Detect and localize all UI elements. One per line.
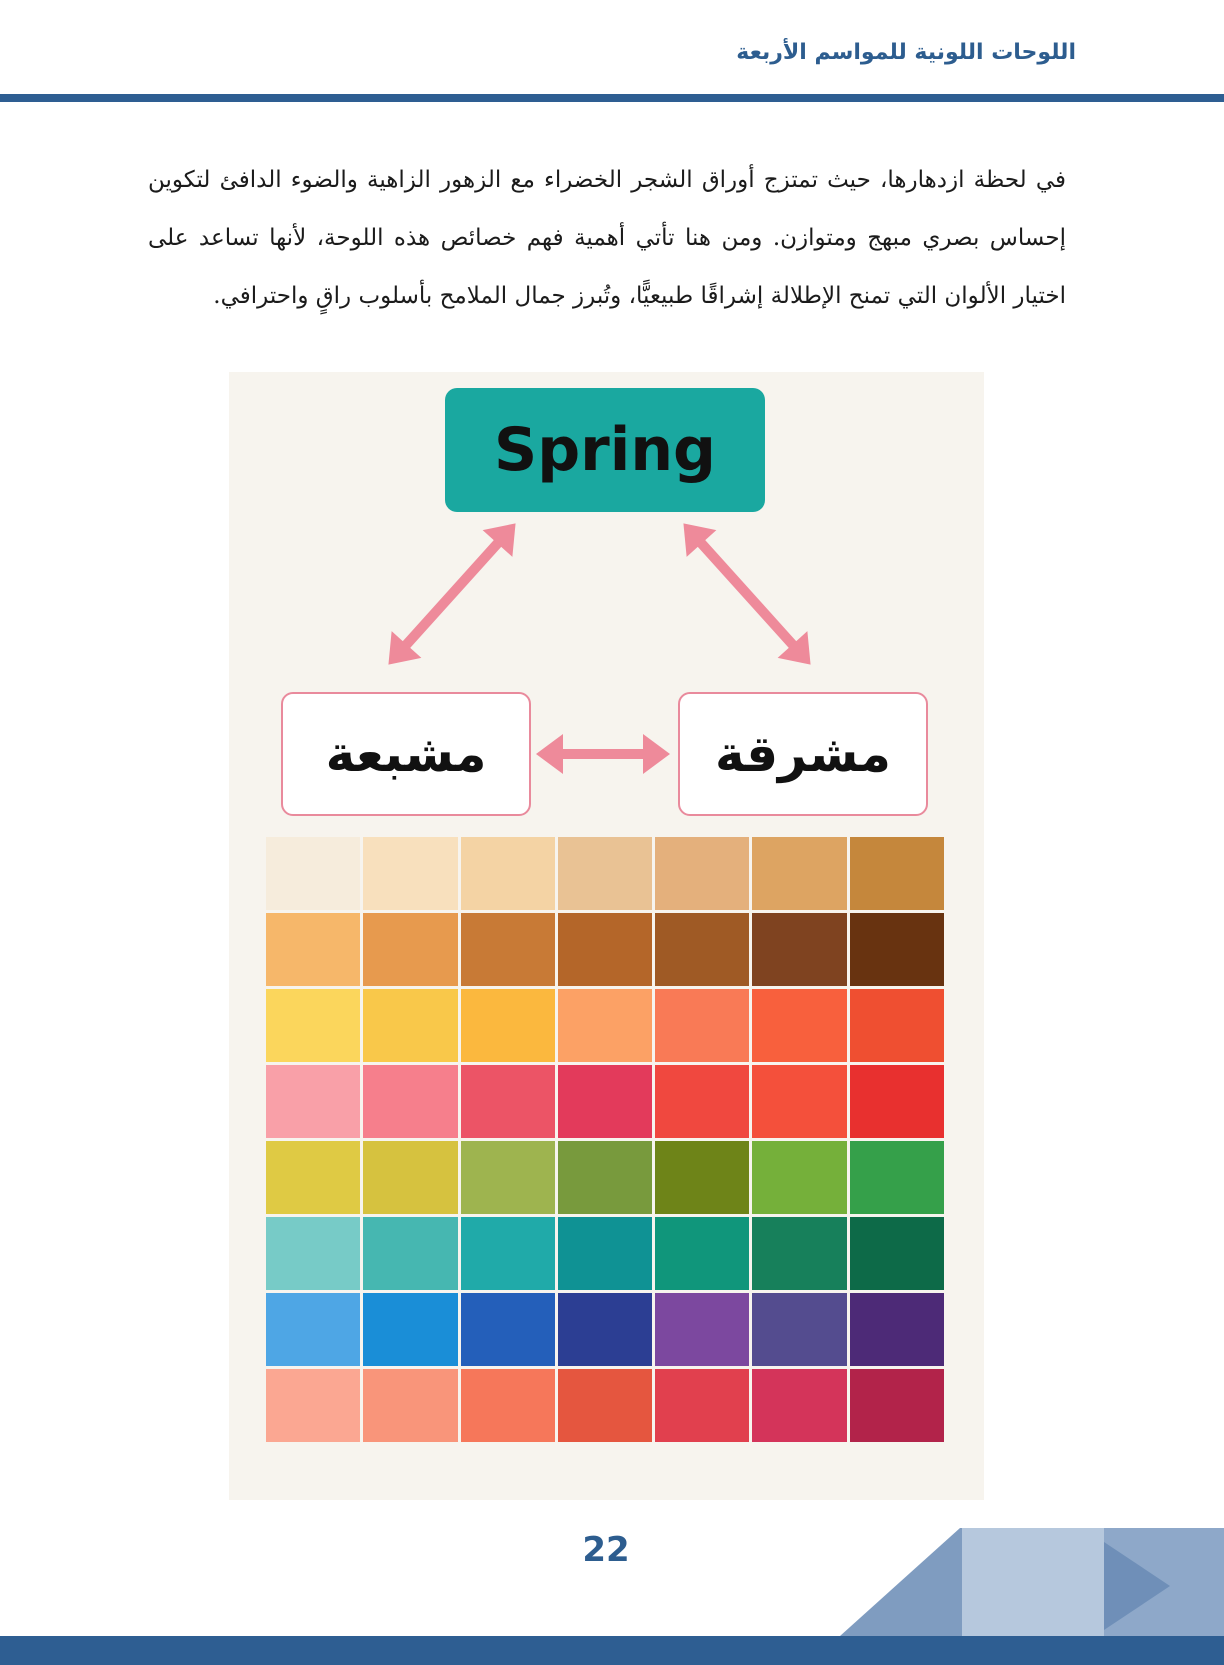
color-swatch — [266, 913, 360, 986]
color-swatch — [363, 1141, 457, 1214]
bright-label-box: مشرقة — [678, 692, 928, 816]
color-swatch — [558, 837, 652, 910]
color-swatch — [558, 989, 652, 1062]
color-swatch — [363, 837, 457, 910]
color-swatch — [266, 1141, 360, 1214]
color-swatch — [461, 837, 555, 910]
page-number: 22 — [582, 1530, 630, 1570]
footer-bar — [0, 1636, 1224, 1665]
color-swatch — [363, 913, 457, 986]
season-palette-figure — [229, 372, 984, 1500]
color-swatch — [461, 989, 555, 1062]
color-swatch — [461, 1141, 555, 1214]
color-swatch — [655, 837, 749, 910]
color-swatch — [558, 1293, 652, 1366]
color-swatch — [266, 1065, 360, 1138]
color-swatch — [655, 913, 749, 986]
color-swatch — [655, 1217, 749, 1290]
arrow-spring-to-bright — [669, 510, 826, 678]
color-swatch — [655, 1065, 749, 1138]
color-swatch — [752, 1293, 846, 1366]
color-swatch — [461, 913, 555, 986]
color-swatch — [655, 1369, 749, 1442]
color-swatch — [266, 1293, 360, 1366]
color-swatch — [850, 913, 944, 986]
color-swatch — [752, 1065, 846, 1138]
color-swatch — [461, 1369, 555, 1442]
color-swatch — [266, 989, 360, 1062]
color-swatch — [655, 989, 749, 1062]
saturated-label-box: مشبعة — [281, 692, 531, 816]
color-swatch — [266, 1369, 360, 1442]
color-swatch — [850, 1065, 944, 1138]
spring-label-box: Spring — [445, 388, 765, 512]
body-paragraph: في لحظة ازدهارها، حيث تمتزج أوراق الشجر الخضراء مع الزهور الزاهية والضوء الدافئ لتكوين إحساس بصري مبهج ومتوازن. ومن هنا تأتي أهمية فهم خصائص هذه اللوحة، لأنها تساعد على اختيار الألوان التي تمنح الإطلالة إشراقًا طبيعيًّا، وتُبرز جمال الملامح بأسلوب راقٍ واحترافي. — [148, 167, 1066, 309]
color-swatch — [752, 1369, 846, 1442]
color-swatch — [461, 1065, 555, 1138]
color-swatch — [363, 1217, 457, 1290]
color-swatch — [752, 989, 846, 1062]
color-swatch — [558, 1369, 652, 1442]
color-swatch — [655, 1293, 749, 1366]
color-swatch — [266, 1217, 360, 1290]
color-swatch-grid — [266, 837, 944, 1442]
color-swatch — [558, 913, 652, 986]
color-swatch — [461, 1293, 555, 1366]
color-swatch — [850, 989, 944, 1062]
color-swatch — [850, 1217, 944, 1290]
color-swatch — [752, 913, 846, 986]
color-swatch — [752, 837, 846, 910]
header-rule — [0, 94, 1224, 102]
color-swatch — [363, 1065, 457, 1138]
color-swatch — [850, 1369, 944, 1442]
color-swatch — [850, 1141, 944, 1214]
color-swatch — [363, 1293, 457, 1366]
color-swatch — [363, 1369, 457, 1442]
color-swatch — [752, 1141, 846, 1214]
arrow-spring-to-saturated — [374, 510, 531, 678]
color-swatch — [363, 989, 457, 1062]
color-swatch — [752, 1217, 846, 1290]
color-swatch — [558, 1141, 652, 1214]
color-swatch — [266, 837, 360, 910]
color-swatch — [850, 837, 944, 910]
color-swatch — [558, 1065, 652, 1138]
color-swatch — [655, 1141, 749, 1214]
color-swatch — [461, 1217, 555, 1290]
color-swatch — [558, 1217, 652, 1290]
header-title: اللوحات اللونية للمواسم الأربعة — [736, 40, 1076, 65]
arrow-saturated-to-bright — [536, 734, 670, 774]
color-swatch — [850, 1293, 944, 1366]
